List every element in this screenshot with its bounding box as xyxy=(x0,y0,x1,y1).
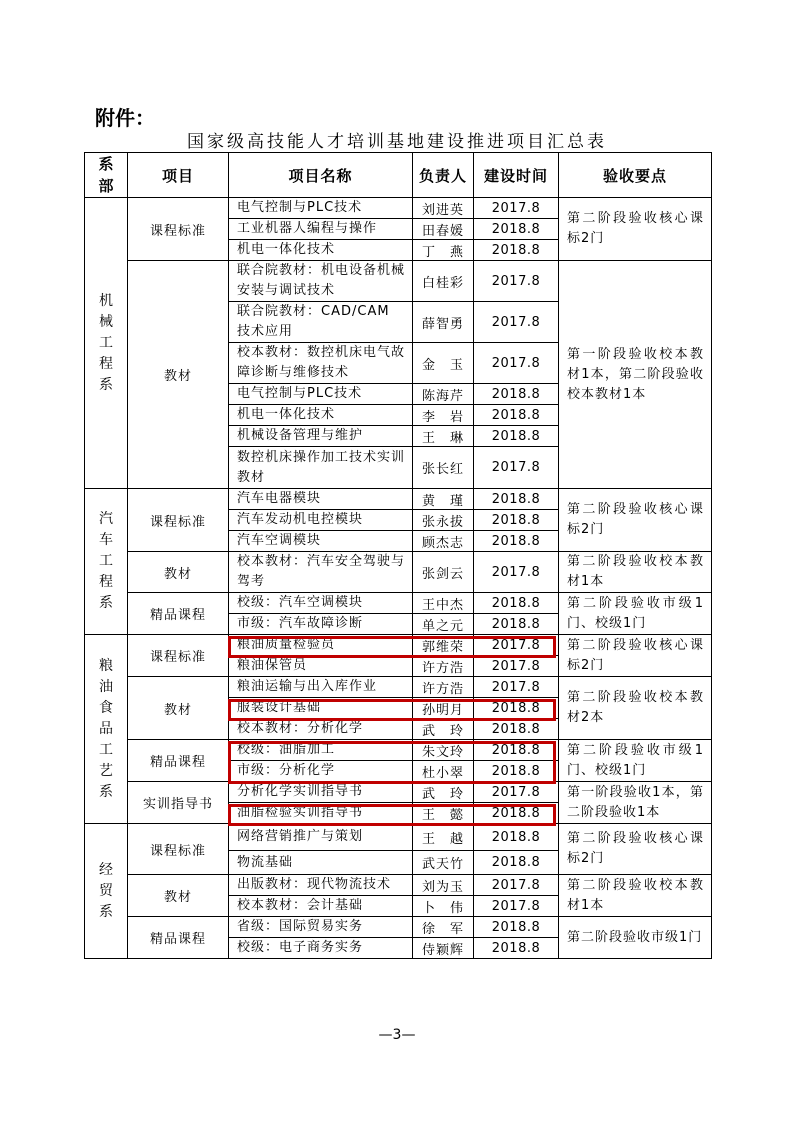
owner-cell: 孙明月 xyxy=(413,698,474,719)
table-header-row xyxy=(85,153,712,198)
item-name-cell: 汽车发动机电控模块 xyxy=(229,510,413,531)
item-name-cell: 校级：油脂加工 xyxy=(229,740,413,761)
time-cell: 2018.8 xyxy=(474,761,559,782)
time-cell: 2017.8 xyxy=(474,656,559,677)
time-cell: 2018.8 xyxy=(474,384,559,405)
department-cell xyxy=(85,198,128,489)
time-cell: 2017.8 xyxy=(474,552,559,593)
owner-cell: 薛智勇 xyxy=(413,302,474,343)
item-name-cell: 电气控制与PLC技术 xyxy=(229,384,413,405)
item-name-cell: 机电一体化技术 xyxy=(229,405,413,426)
category-cell: 精品课程 xyxy=(128,917,229,959)
time-cell: 2017.8 xyxy=(474,302,559,343)
criteria-cell: 第二阶段验收市级1门、校级1门 xyxy=(559,593,712,635)
time-cell: 2018.8 xyxy=(474,803,559,824)
table-row xyxy=(85,635,712,656)
category-cell: 实训指导书 xyxy=(128,782,229,824)
category-cell: 课程标准 xyxy=(128,635,229,677)
table-row xyxy=(85,593,712,614)
item-name-cell: 校本教材：分析化学 xyxy=(229,719,413,740)
item-name-cell: 油脂检验实训指导书 xyxy=(229,803,413,824)
summary-table xyxy=(84,152,712,959)
criteria-cell: 第二阶段验收校本教材1本 xyxy=(559,552,712,593)
time-cell: 2017.8 xyxy=(474,447,559,489)
time-cell: 2018.8 xyxy=(474,489,559,510)
item-name-cell: 数控机床操作加工技术实训教材 xyxy=(229,447,413,489)
item-name-cell: 联合院教材：机电设备机械安装与调试技术 xyxy=(229,261,413,302)
category-cell: 课程标准 xyxy=(128,824,229,875)
department-name: 机械工程系 xyxy=(99,292,113,393)
owner-cell: 朱文玲 xyxy=(413,740,474,761)
time-cell: 2017.8 xyxy=(474,261,559,302)
table-title: 国家级高技能人才培训基地建设推进项目汇总表 xyxy=(187,132,607,152)
time-cell: 2018.8 xyxy=(474,719,559,740)
item-name-cell: 市级：汽车故障诊断 xyxy=(229,614,413,635)
department-cell xyxy=(85,824,128,959)
header-criteria: 验收要点 xyxy=(559,153,712,198)
time-cell: 2017.8 xyxy=(474,782,559,803)
owner-cell: 侍颖辉 xyxy=(413,938,474,959)
time-cell: 2018.8 xyxy=(474,938,559,959)
time-cell: 2017.8 xyxy=(474,198,559,219)
owner-cell: 顾杰志 xyxy=(413,531,474,552)
owner-cell: 白桂彩 xyxy=(413,261,474,302)
table-row xyxy=(85,917,712,938)
time-cell: 2018.8 xyxy=(474,219,559,240)
department-cell xyxy=(85,635,128,824)
owner-cell: 刘为玉 xyxy=(413,875,474,896)
item-name-cell: 物流基础 xyxy=(229,851,413,875)
header-department xyxy=(85,153,128,198)
owner-cell: 王 越 xyxy=(413,824,474,851)
owner-cell: 许方浩 xyxy=(413,677,474,698)
header-category: 项目 xyxy=(128,153,229,198)
item-name-cell: 校级：电子商务实务 xyxy=(229,938,413,959)
table-row xyxy=(85,740,712,761)
table-row xyxy=(85,261,712,302)
criteria-cell: 第二阶段验收校本教材2本 xyxy=(559,677,712,740)
time-cell: 2018.8 xyxy=(474,698,559,719)
item-name-cell: 网络营销推广与策划 xyxy=(229,824,413,851)
item-name-cell: 校本教材：会计基础 xyxy=(229,896,413,917)
criteria-cell: 第二阶段验收校本教材1本 xyxy=(559,875,712,917)
time-cell: 2018.8 xyxy=(474,614,559,635)
item-name-cell: 校本教材：数控机床电气故障诊断与维修技术 xyxy=(229,343,413,384)
item-name-cell: 机电一体化技术 xyxy=(229,240,413,261)
item-name-cell: 粮油运输与出入库作业 xyxy=(229,677,413,698)
item-name-cell: 工业机器人编程与操作 xyxy=(229,219,413,240)
time-cell: 2018.8 xyxy=(474,510,559,531)
header-name: 项目名称 xyxy=(229,153,413,198)
category-cell: 教材 xyxy=(128,261,229,489)
owner-cell: 杜小翠 xyxy=(413,761,474,782)
time-cell: 2018.8 xyxy=(474,851,559,875)
time-cell: 2017.8 xyxy=(474,677,559,698)
criteria-cell: 第二阶段验收核心课标2门 xyxy=(559,198,712,261)
category-cell: 教材 xyxy=(128,875,229,917)
owner-cell: 单之元 xyxy=(413,614,474,635)
time-cell: 2018.8 xyxy=(474,240,559,261)
owner-cell: 卜 伟 xyxy=(413,896,474,917)
criteria-cell: 第二阶段验收核心课标2门 xyxy=(559,635,712,677)
criteria-cell: 第一阶段验收校本教材1本，第二阶段验收校本教材1本 xyxy=(559,261,712,489)
item-name-cell: 分析化学实训指导书 xyxy=(229,782,413,803)
owner-cell: 刘进英 xyxy=(413,198,474,219)
item-name-cell: 校本教材：汽车安全驾驶与驾考 xyxy=(229,552,413,593)
category-cell: 精品课程 xyxy=(128,740,229,782)
department-name: 粮油食品工艺系 xyxy=(99,657,113,800)
owner-cell: 金 玉 xyxy=(413,343,474,384)
item-name-cell: 出版教材：现代物流技术 xyxy=(229,875,413,896)
department-cell xyxy=(85,489,128,635)
criteria-cell: 第二阶段验收市级1门 xyxy=(559,917,712,959)
category-cell: 教材 xyxy=(128,552,229,593)
time-cell: 2018.8 xyxy=(474,426,559,447)
item-name-cell: 汽车空调模块 xyxy=(229,531,413,552)
table-row xyxy=(85,677,712,698)
time-cell: 2018.8 xyxy=(474,593,559,614)
item-name-cell: 服装设计基础 xyxy=(229,698,413,719)
table-row xyxy=(85,198,712,219)
owner-cell: 徐 军 xyxy=(413,917,474,938)
time-cell: 2017.8 xyxy=(474,875,559,896)
department-name: 汽车工程系 xyxy=(99,511,113,611)
owner-cell: 郭维荣 xyxy=(413,635,474,656)
item-name-cell: 机械设备管理与维护 xyxy=(229,426,413,447)
item-name-cell: 省级：国际贸易实务 xyxy=(229,917,413,938)
owner-cell: 武 玲 xyxy=(413,719,474,740)
owner-cell: 许方浩 xyxy=(413,656,474,677)
owner-cell: 张剑云 xyxy=(413,552,474,593)
header-owner: 负责人 xyxy=(413,153,474,198)
item-name-cell: 市级：分析化学 xyxy=(229,761,413,782)
time-cell: 2018.8 xyxy=(474,917,559,938)
table-row xyxy=(85,489,712,510)
table-row xyxy=(85,824,712,851)
table-row xyxy=(85,875,712,896)
criteria-cell: 第二阶段验收市级1门、校级1门 xyxy=(559,740,712,782)
time-cell: 2018.8 xyxy=(474,405,559,426)
item-name-cell: 粮油质量检验员 xyxy=(229,635,413,656)
owner-cell: 王中杰 xyxy=(413,593,474,614)
owner-cell: 黄 瑾 xyxy=(413,489,474,510)
criteria-cell: 第一阶段验收1本，第二阶段验收1本 xyxy=(559,782,712,824)
table-row xyxy=(85,552,712,593)
owner-cell: 丁 燕 xyxy=(413,240,474,261)
item-name-cell: 电气控制与PLC技术 xyxy=(229,198,413,219)
table-row xyxy=(85,782,712,803)
header-department-label: 系部 xyxy=(98,155,114,195)
time-cell: 2017.8 xyxy=(474,635,559,656)
criteria-cell: 第二阶段验收核心课标2门 xyxy=(559,824,712,875)
item-name-cell: 校级：汽车空调模块 xyxy=(229,593,413,614)
owner-cell: 田春媛 xyxy=(413,219,474,240)
item-name-cell: 汽车电器模块 xyxy=(229,489,413,510)
item-name-cell: 联合院教材：CAD/CAM 技术应用 xyxy=(229,302,413,343)
criteria-cell: 第二阶段验收核心课标2门 xyxy=(559,489,712,552)
time-cell: 2018.8 xyxy=(474,824,559,851)
header-time: 建设时间 xyxy=(474,153,559,198)
owner-cell: 李 岩 xyxy=(413,405,474,426)
page-number: —3— xyxy=(378,1027,416,1043)
category-cell: 课程标准 xyxy=(128,489,229,552)
time-cell: 2017.8 xyxy=(474,343,559,384)
owner-cell: 陈海芹 xyxy=(413,384,474,405)
owner-cell: 武天竹 xyxy=(413,851,474,875)
category-cell: 精品课程 xyxy=(128,593,229,635)
category-cell: 课程标准 xyxy=(128,198,229,261)
attachment-label: 附件： xyxy=(95,106,155,130)
owner-cell: 张长红 xyxy=(413,447,474,489)
owner-cell: 张永拔 xyxy=(413,510,474,531)
owner-cell: 武 玲 xyxy=(413,782,474,803)
owner-cell: 王 懿 xyxy=(413,803,474,824)
owner-cell: 王 琳 xyxy=(413,426,474,447)
item-name-cell: 粮油保管员 xyxy=(229,656,413,677)
time-cell: 2018.8 xyxy=(474,740,559,761)
time-cell: 2017.8 xyxy=(474,896,559,917)
table-body xyxy=(85,198,712,959)
department-name: 经贸系 xyxy=(99,861,113,920)
category-cell: 教材 xyxy=(128,677,229,740)
time-cell: 2018.8 xyxy=(474,531,559,552)
